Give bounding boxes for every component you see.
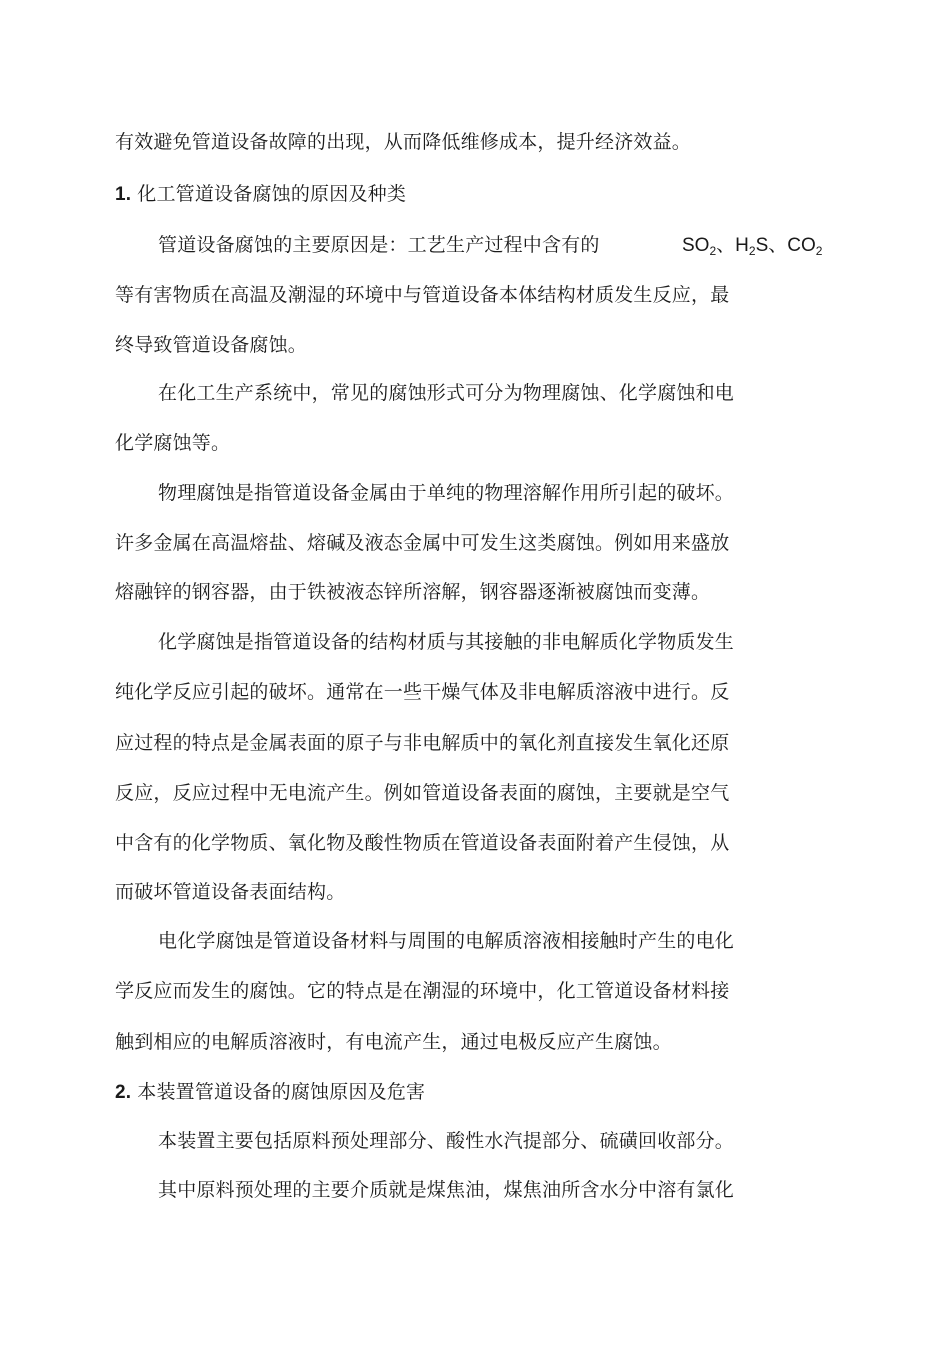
paragraph-line: 而破坏管道设备表面结构。 — [115, 881, 346, 903]
section-heading-1 — [115, 182, 406, 207]
heading-number: 1. — [115, 184, 132, 205]
paragraph-line: 学反应而发生的腐蚀。它的特点是在潮湿的环境中，化工管道设备材料接 — [115, 980, 730, 1002]
paragraph-line: 纯化学反应引起的破坏。通常在一些干燥气体及非电解质溶液中进行。反 — [115, 681, 730, 703]
chemical-formula: $SO_2$、$H_2S$、$CO_2$ — [682, 234, 823, 258]
paragraph-line: 物理腐蚀是指管道设备金属由于单纯的物理溶解作用所引起的破坏。 — [158, 482, 735, 504]
paragraph-line: 化学腐蚀等。 — [115, 432, 231, 454]
heading-text: 化工管道设备腐蚀的原因及种类 — [137, 183, 407, 205]
paragraph-line: 管道设备腐蚀的主要原因是：工艺生产过程中含有的 — [158, 234, 600, 256]
paragraph-line: 中含有的化学物质、氧化物及酸性物质在管道设备表面附着产生侵蚀，从 — [115, 832, 730, 854]
paragraph-line: 在化工生产系统中，常见的腐蚀形式可分为物理腐蚀、化学腐蚀和电 — [158, 382, 735, 404]
paragraph-line: 本装置主要包括原料预处理部分、酸性水汽提部分、硫磺回收部分。 — [158, 1130, 735, 1152]
paragraph-line: 电化学腐蚀是管道设备材料与周围的电解质溶液相接触时产生的电化 — [158, 930, 735, 952]
heading-number: 2. — [115, 1082, 132, 1103]
paragraph-line: 等有害物质在高温及潮湿的环境中与管道设备本体结构材质发生反应，最 — [115, 284, 730, 306]
paragraph-line: 熔融锌的钢容器，由于铁被液态锌所溶解，钢容器逐渐被腐蚀而变薄。 — [115, 581, 711, 603]
paragraph-line: 化学腐蚀是指管道设备的结构材质与其接触的非电解质化学物质发生 — [158, 631, 735, 653]
paragraph-line: 许多金属在高温熔盐、熔碱及液态金属中可发生这类腐蚀。例如用来盛放 — [115, 532, 730, 554]
paragraph-line: 触到相应的电解质溶液时，有电流产生，通过电极反应产生腐蚀。 — [115, 1031, 672, 1053]
section-heading-2 — [115, 1080, 425, 1105]
paragraph-line: 终导致管道设备腐蚀。 — [115, 334, 308, 356]
paragraph-line: 其中原料预处理的主要介质就是煤焦油，煤焦油所含水分中溶有氯化 — [158, 1179, 735, 1201]
paragraph-line: 反应，反应过程中无电流产生。例如管道设备表面的腐蚀，主要就是空气 — [115, 782, 730, 804]
heading-text: 本装置管道设备的腐蚀原因及危害 — [137, 1081, 426, 1103]
paragraph-line: 应过程的特点是金属表面的原子与非电解质中的氧化剂直接发生氧化还原 — [115, 732, 730, 754]
paragraph-line: 有效避免管道设备故障的出现，从而降低维修成本，提升经济效益。 — [115, 131, 692, 153]
